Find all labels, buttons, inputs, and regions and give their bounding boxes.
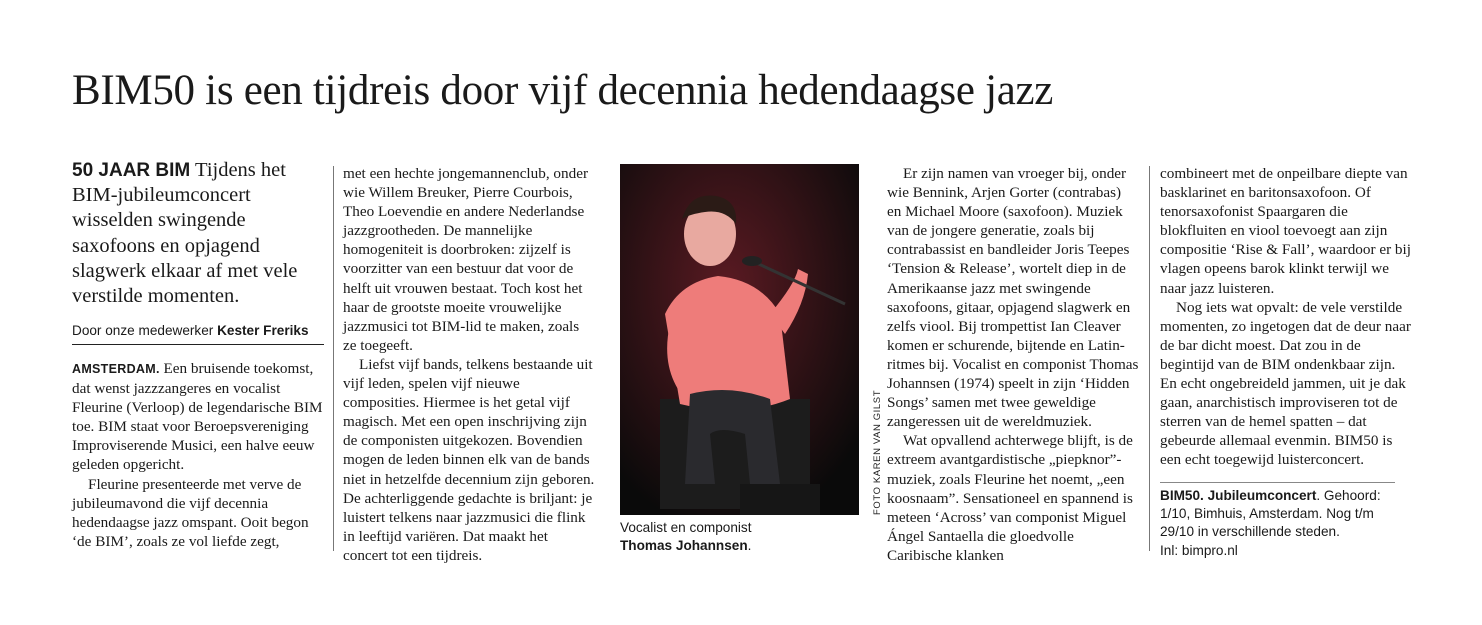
col4-paragraph-2: Nog iets wat opvalt: de vele verstilde momenten, zo ingetogen dat de deur naar de bar dicht moest. Dat zou in de begintijd van de BIM ondenkbaar zijn. En echt ongebreideld jammen, uit je dak gaan, anarchistisch improviseren tot de sterren van de hemel spatten – dat gebeurde allemaal evenmin. BIM50 is een echt toegewijd luisterconcert.	[1160, 298, 1411, 469]
col3-paragraph-1: Er zijn namen van vroeger bij, onder wie Bennink, Arjen Gorter (contrabas) en Michael Moore (saxofoon). Muziek van de jongere generatie, zoals bij contrabassist en bandleider Joris Teepes ‘Tension & Release’, wortelt diep in de Amerikaanse jazz met swingende saxofoons, gitaar, opjagend slagwerk en zelfs viool. Bij trompettist Ian Cleaver komen er schurende, bijtende en Latin-ritmes bij. Vocalist en componist Thomas Johannsen (1974) speelt in zijn ‘Hidden Songs’ samen met twee geweldige zangeressen uit de wereldmuziek.	[887, 165, 1139, 431]
col1-paragraph-2: Fleurine presenteerde met verve de jubileumavond die vijf decennia hedendaagse jazz omspant. Ooit begon ‘de BIM’, zoals ze vol liefde zegt,	[72, 475, 309, 550]
intro-kicker: 50 JAAR BIM	[72, 160, 191, 181]
col1-paragraph-1	[72, 359, 324, 475]
article-column-1	[72, 359, 324, 551]
info-box-title: BIM50. Jubileumconcert	[1160, 488, 1317, 503]
caption-name: Thomas Johannsen	[620, 538, 748, 553]
headline: BIM50 is een tijdreis door vijf decennia hedendaagse jazz	[72, 67, 1054, 114]
col4-paragraph-1: combineert met de onpeilbare diepte van basklarinet en baritonsaxofoon. Of tenorsaxofonist Spaargaren die blokfluiten en viool toevoegt aan zijn compositie ‘Rise & Fall’, waardoor er bij vlagen opeens barok klinkt terwijl we naar jazz luisteren.	[1160, 165, 1411, 297]
col3-paragraph-2: Wat opvallend achterwege blijft, is de extreem avantgardistische „piepknor”-muziek, zoals Fleurine het noemt, „een koosnaam”. Sensationeel en spannend is meteen ‘Across’ van componist Miguel Ángel Santaella die gloedvolle Caribische klanken	[887, 432, 1133, 564]
article-column-4	[1160, 164, 1412, 470]
col2-paragraph-1: met een hechte jongemannenclub, onder wie Willem Breuker, Pierre Courbois, Theo Loevendie en andere Nederlandse jazzgrootheden. De mannelijke homogeniteit is doorbroken: zijzelf is voorzitter van een bestuur dat voor de helft uit vrouwen bestaat. Toch kost het haar de grootste moeite vrouwelijke jazzmusici tot BIM-lid te maken, zoals ze toegeeft.	[343, 165, 589, 354]
caption-name-line	[620, 537, 751, 555]
info-box	[1160, 482, 1395, 560]
col2-paragraph-2: Liefst vijf bands, telkens bestaande uit vijf leden, spelen vijf nieuwe composities. Hiermee is het getal vijf magisch. Met een open inschrijving zijn de componisten uitgekozen. Bovendien mogen de leden binnen elk van de bands niet in hetzelfde decennium zijn geboren. De achterliggende gedachte is briljant: je luistert telkens naar jazzmusici die flink in leeftijd variëren. Dat maakt het concert tot een tijdreis.	[343, 355, 595, 564]
caption-prefix: Vocalist en componist	[620, 520, 752, 535]
intro-text: Tijdens het BIM-jubileumconcert wisselden swingende saxofoons en opjagend slagwerk elkaar af met vele verstilde momenten.	[72, 159, 298, 308]
byline-author: Kester Freriks	[217, 323, 309, 338]
photo-caption	[620, 519, 751, 555]
col1-paragraph-1-text: Een bruisende toekomst, dat wenst jazzzangeres en vocalist Fleurine (Verloop) de legendarische BIM toe. BIM staat voor Beroepsvereniging Improviserende Musici, een halve eeuw geleden opgericht.	[72, 360, 323, 474]
info-box-link: Inl: bimpro.nl	[1160, 542, 1238, 558]
info-box-details	[1160, 487, 1395, 542]
column-divider-2	[1149, 166, 1150, 551]
byline	[72, 323, 324, 345]
article-column-3	[887, 164, 1139, 565]
intro-lead	[72, 158, 328, 309]
concert-photo	[620, 164, 859, 515]
column-divider-1	[333, 166, 334, 551]
caption-suffix: .	[747, 538, 752, 553]
photo-credit: FOTO KAREN VAN GILST	[872, 389, 883, 515]
byline-prefix: Door onze medewerker	[72, 323, 214, 338]
article-column-2	[343, 164, 595, 565]
dateline: AMSTERDAM.	[72, 362, 160, 376]
info-box-text: . Gehoord: 1/10, Bimhuis, Amsterdam. Nog t/m 29/10 in verschillende steden.	[1160, 488, 1381, 540]
singer-illustration	[620, 164, 859, 515]
